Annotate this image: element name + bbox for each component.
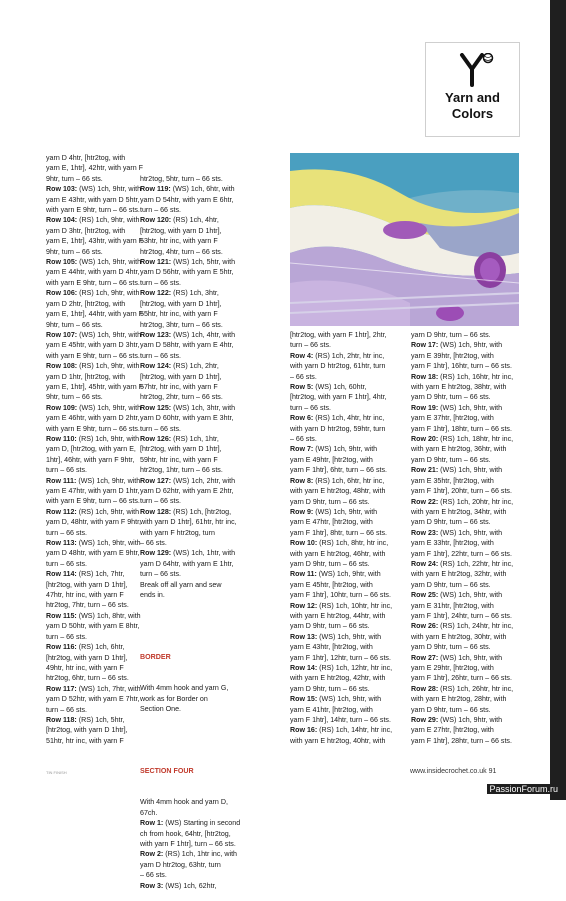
pattern-line: 51htr, htr inc, with yarn F <box>46 736 124 745</box>
pattern-line: yarn D 58htr, with yarn E 4htr, <box>140 341 234 350</box>
pattern-line: yarn D 9htr, turn – 66 sts. <box>411 331 491 339</box>
section-four-instructions <box>140 797 240 891</box>
pattern-line: [htr2tog, with yarn F 1htr], 2htr, <box>290 331 387 339</box>
pattern-line: yarn E 43htr, with yarn D 5htr, <box>46 195 140 204</box>
pattern-line: with yarn D 1htr], 61htr, htr inc, <box>140 518 237 527</box>
pattern-line: 47htr, htr inc, with yarn F <box>46 591 124 600</box>
pattern-line: yarn D 9htr, turn – 66 sts. <box>411 643 491 652</box>
pattern-line: Row 105: (WS) 1ch, 9htr, with <box>46 258 142 267</box>
pattern-line: with yarn E htr2tog, 34htr, with <box>411 507 507 516</box>
pattern-line: 1htr], 46htr, with yarn F 9htr, <box>46 455 135 464</box>
pattern-line: yarn E, 1htr], 43htr, with yarn F <box>46 237 143 246</box>
pattern-line: yarn E 31htr, [htr2tog, with <box>411 601 494 610</box>
pattern-line: Row 113: (WS) 1ch, 9htr, with <box>46 539 141 548</box>
pattern-line: yarn E 45htr, with yarn D 3htr, <box>46 341 140 350</box>
pattern-line: Row 104: (RS) 1ch, 9htr, with <box>46 216 140 225</box>
pattern-line: Row 120: (RS) 1ch, 4htr, <box>140 216 219 225</box>
pattern-line: htr2tog, 5htr, turn – 66 sts. <box>140 174 223 183</box>
pattern-line: with yarn E htr2tog, 44htr, with <box>290 611 386 620</box>
pattern-line: Row 119: (WS) 1ch, 6htr, with <box>140 185 235 194</box>
pattern-line: Row 20: (RS) 1ch, 18htr, htr inc, <box>411 435 514 444</box>
pattern-line: yarn E 37htr, [htr2tog, with <box>411 414 494 423</box>
pattern-line: Row 12: (RS) 1ch, 10htr, htr inc, <box>290 601 393 610</box>
pattern-line: Row 118: (RS) 1ch, 5htr, <box>46 715 125 724</box>
pattern-line: 57htr, htr inc, with yarn F <box>140 382 218 391</box>
pattern-line: yarn D 54htr, with yarn E 6htr, <box>140 195 234 204</box>
footer-site: www.insidecrochet.co.uk <box>410 768 487 775</box>
pattern-line: yarn D 9htr, turn – 66 sts. <box>411 705 491 714</box>
pattern-line: htr2tog, 2htr, turn – 66 sts. <box>140 393 223 402</box>
pattern-column-2-rows <box>140 174 240 601</box>
pattern-line: [htr2tog, with yarn D 1htr], <box>140 372 222 381</box>
pattern-line: 49htr, htr inc, with yarn F <box>46 663 124 672</box>
pattern-line: yarn E 47htr, with yarn D 1htr, <box>46 487 140 495</box>
pattern-line: Row 109: (WS) 1ch, 9htr, with <box>46 403 142 412</box>
pattern-line: with yarn E 9htr, turn – 66 sts. <box>46 424 140 433</box>
pattern-line: Row 106: (RS) 1ch, 9htr, with <box>46 289 140 298</box>
pattern-line: yarn E, 1htr], 45htr, with yarn F <box>46 382 143 391</box>
pattern-line: yarn E, 1htr], 44htr, with yarn F <box>46 310 143 319</box>
pattern-line: yarn D 48htr, with yarn E 9htr, <box>46 549 140 558</box>
pattern-line: yarn D 4htr, [htr2tog, with <box>46 154 126 162</box>
pattern-line: htr2tog, 4htr, turn – 66 sts. <box>140 247 223 256</box>
pattern-line: yarn D 9htr, turn – 66 sts. <box>411 518 491 527</box>
pattern-line: yarn E 45htr, [htr2tog, with <box>290 580 373 589</box>
pattern-line: yarn D 2htr, [htr2tog, with <box>46 299 126 308</box>
pattern-line: Row 1: (WS) Starting in second <box>140 819 241 828</box>
pattern-line: Row 110: (RS) 1ch, 9htr, with <box>46 434 140 443</box>
pattern-line: [htr2tog, with yarn F 1htr], 4htr, <box>290 393 387 402</box>
pattern-line: with yarn E 9htr, turn – 66 sts. <box>46 206 140 215</box>
pattern-line: with yarn E htr2tog, 48htr, with <box>290 487 386 496</box>
pattern-line: yarn F 1htr], 26htr, turn – 66 sts. <box>411 674 512 683</box>
border-instructions <box>140 683 240 714</box>
pattern-line: yarn D 62htr, with yarn E 2htr, <box>140 487 234 495</box>
watermark: PassionForum.ru <box>489 784 558 794</box>
pattern-line: Row 23: (WS) 1ch, 9htr, with <box>411 528 503 537</box>
pattern-line: 67ch. <box>140 808 158 817</box>
pattern-line: turn – 66 sts. <box>290 341 332 350</box>
yarn-logo-icon <box>456 53 496 87</box>
pattern-line: [htr2tog, with yarn D 1htr], <box>140 226 222 235</box>
pattern-line: 9htr, turn – 66 sts. <box>46 174 103 183</box>
pattern-line: work as for Border on <box>140 694 208 703</box>
pattern-line: turn – 66 sts. <box>140 278 182 287</box>
pattern-line: Row 124: (RS) 1ch, 2htr, <box>140 362 219 371</box>
pattern-line: yarn D 9htr, turn – 66 sts. <box>290 684 370 693</box>
pattern-line: Row 21: (WS) 1ch, 9htr, with <box>411 466 503 475</box>
pattern-line: with yarn E 9htr, turn – 66 sts. <box>46 497 140 506</box>
pattern-line: yarn D 56htr, with yarn E 5htr, <box>140 268 234 277</box>
pattern-line: with yarn E 9htr, turn – 66 sts. <box>46 278 140 287</box>
pattern-line: yarn E 46htr, with yarn D 2htr, <box>46 414 140 423</box>
pattern-line: with yarn E htr2tog, 38htr, with <box>411 383 507 392</box>
pattern-line: With 4mm hook and yarn D, <box>140 798 228 807</box>
pattern-line: yarn F 1htr], 8htr, turn – 66 sts. <box>290 528 387 537</box>
pattern-line: Row 126: (RS) 1ch, 1htr, <box>140 434 219 443</box>
pattern-line: [htr2tog, with yarn D 1htr], <box>46 726 128 735</box>
pattern-line: yarn D 50htr, with yarn E 8htr, <box>46 622 140 631</box>
page-footer <box>410 768 496 775</box>
pattern-line: Row 3: (WS) 1ch, 62htr, <box>140 881 217 890</box>
pattern-line: Row 115: (WS) 1ch, 8htr, with <box>46 611 141 620</box>
pattern-line: with yarn E htr2tog, 32htr, with <box>411 570 507 579</box>
pattern-line: yarn E 47htr, [htr2tog, with <box>290 518 373 527</box>
pattern-line: turn – 66 sts. <box>46 528 88 537</box>
pattern-line: yarn F 1htr], 12htr, turn – 66 sts. <box>290 653 391 662</box>
pattern-line: yarn E, 1htr], 42htr, with yarn F <box>46 164 143 173</box>
pattern-line: turn – 66 sts. <box>46 559 88 568</box>
pattern-line: Section One. <box>140 705 182 714</box>
pattern-line: yarn E 29htr, [htr2tog, with <box>411 664 494 672</box>
pattern-line: Row 7: (WS) 1ch, 9htr, with <box>290 445 378 454</box>
pattern-line: ends in. <box>140 591 165 600</box>
badge-title-line2: Colors <box>451 106 494 121</box>
pattern-line: yarn F 1htr], 10htr, turn – 66 sts. <box>290 591 391 600</box>
pattern-line: [htr2tog, with yarn D 1htr], <box>46 653 128 662</box>
pattern-line: with yarn F 1htr], turn – 66 sts. <box>140 840 236 848</box>
pattern-line: yarn E 41htr, [htr2tog, with <box>290 705 373 714</box>
pattern-line: Row 116: (RS) 1ch, 6htr, <box>46 643 125 652</box>
pattern-line: Row 5: (WS) 1ch, 60htr, <box>290 383 367 392</box>
pattern-line: yarn E 35htr, [htr2tog, with <box>411 476 494 485</box>
pattern-line: Row 17: (WS) 1ch, 9htr, with <box>411 341 503 350</box>
pattern-line: 55htr, htr inc, with yarn F <box>140 310 218 319</box>
pattern-line: yarn F 1htr], 20htr, turn – 66 sts. <box>411 487 512 496</box>
page-edge-strip <box>550 0 566 800</box>
pattern-line: yarn D 9htr, turn – 66 sts. <box>290 559 370 568</box>
pattern-line: yarn D 52htr, with yarn E 7htr, <box>46 695 140 704</box>
pattern-line: with yarn E htr2tog, 30htr, with <box>411 632 507 641</box>
pattern-line: – 66 sts. <box>140 871 167 880</box>
pattern-line: Row 2: (RS) 1ch, 1htr inc, with <box>140 850 237 859</box>
pattern-line: Row 19: (WS) 1ch, 9htr, with <box>411 403 503 412</box>
pattern-line: yarn E 27htr, [htr2tog, with <box>411 726 494 735</box>
pattern-line: Row 121: (WS) 1ch, 5htr, with <box>140 258 236 267</box>
badge-title-line1: Yarn and <box>445 90 500 105</box>
pattern-line: htr2tog, 3htr, turn – 66 sts. <box>140 320 223 329</box>
pattern-line: Row 4: (RS) 1ch, 2htr, htr inc, <box>290 351 385 360</box>
pattern-line: Row 123: (WS) 1ch, 4htr, with <box>140 330 236 339</box>
pattern-line: yarn F 1htr], 24htr, turn – 66 sts. <box>411 611 512 620</box>
pattern-line: yarn F 1htr], 6htr, turn – 66 sts. <box>290 466 387 475</box>
pattern-line: Row 129: (WS) 1ch, 1htr, with <box>140 549 236 558</box>
pattern-line: Row 112: (RS) 1ch, 9htr, with <box>46 507 140 516</box>
pattern-line: htr2tog, 1htr, turn – 66 sts. <box>140 466 223 475</box>
pattern-line: yarn D htr2tog, 63htr, turn <box>140 860 221 869</box>
pattern-line: with yarn E htr2tog, 42htr, with <box>290 674 386 683</box>
pattern-line: Row 9: (WS) 1ch, 9htr, with <box>290 507 378 516</box>
pattern-line: with yarn F htr2tog, turn <box>140 528 215 537</box>
blanket-photo <box>290 153 519 326</box>
pattern-line: Row 15: (WS) 1ch, 9htr, with <box>290 695 382 704</box>
pattern-line: With 4mm hook and yarn G, <box>140 684 229 693</box>
footer-code: TIN FINISH <box>46 770 67 775</box>
pattern-line: Row 125: (WS) 1ch, 3htr, with <box>140 403 236 412</box>
pattern-line: yarn F 1htr], 16htr, turn – 66 sts. <box>411 362 512 371</box>
pattern-line: [htr2tog, with yarn D 1htr], <box>140 445 222 454</box>
pattern-column-1 <box>46 153 143 746</box>
pattern-line: yarn E 33htr, [htr2tog, with <box>411 539 494 548</box>
pattern-line: Row 127: (WS) 1ch, 2htr, with <box>140 476 236 485</box>
pattern-line: ch from hook, 64htr, [htr2tog, <box>140 829 231 838</box>
pattern-line: with yarn E htr2tog, 36htr, with <box>411 445 507 454</box>
page-number: 91 <box>488 768 497 775</box>
pattern-line: 53htr, htr inc, with yarn F <box>140 237 218 246</box>
pattern-line: turn – 66 sts. <box>140 497 182 506</box>
yarn-and-colors-badge <box>425 42 520 137</box>
pattern-line: with yarn E 9htr, turn – 66 sts. <box>46 351 140 360</box>
pattern-line: Row 6: (RS) 1ch, 4htr, htr inc, <box>290 414 385 423</box>
pattern-line: Row 11: (WS) 1ch, 9htr, with <box>290 570 381 579</box>
pattern-line: Row 27: (WS) 1ch, 9htr, with <box>411 653 503 662</box>
pattern-line: yarn D 9htr, turn – 66 sts. <box>411 393 491 402</box>
pattern-line: yarn D 9htr, turn – 66 sts. <box>290 622 370 631</box>
pattern-line: Row 108: (RS) 1ch, 9htr, with <box>46 362 140 371</box>
pattern-line: yarn E 49htr, [htr2tog, with <box>290 455 373 464</box>
pattern-line: turn – 66 sts. <box>46 466 88 475</box>
pattern-line: Row 107: (WS) 1ch, 9htr, with <box>46 330 142 339</box>
pattern-line: yarn F 1htr], 18htr, turn – 66 sts. <box>411 424 512 433</box>
pattern-line: with yarn D htr2tog, 61htr, turn <box>290 362 386 371</box>
pattern-line: yarn D 60htr, with yarn E 3htr, <box>140 414 234 423</box>
pattern-column-3 <box>290 330 392 746</box>
pattern-line: with yarn D htr2tog, 59htr, turn <box>290 424 386 433</box>
pattern-line: yarn D, 48htr, with yarn F 9htr, <box>46 518 142 527</box>
pattern-line: Row 117: (WS) 1ch, 7htr, with <box>46 684 141 693</box>
pattern-line: Row 26: (RS) 1ch, 24htr, htr inc, <box>411 622 514 631</box>
pattern-line: yarn E 44htr, with yarn D 4htr, <box>46 268 140 277</box>
pattern-line: yarn D 9htr, turn – 66 sts. <box>411 455 491 464</box>
pattern-line: turn – 66 sts. <box>46 705 88 714</box>
pattern-line: – 66 sts. <box>290 435 317 444</box>
pattern-line: turn – 66 sts. <box>140 424 182 433</box>
pattern-line: [htr2tog, with yarn D 1htr], <box>140 299 222 308</box>
pattern-line: yarn D 9htr, turn – 66 sts. <box>411 580 491 589</box>
pattern-line: turn – 66 sts. <box>140 206 182 215</box>
pattern-line: Row 14: (RS) 1ch, 12htr, htr inc, <box>290 664 393 672</box>
pattern-column-4 <box>411 330 513 746</box>
pattern-line: Row 29: (WS) 1ch, 9htr, with <box>411 716 503 725</box>
pattern-line: turn – 66 sts. <box>46 632 88 641</box>
pattern-line: yarn D 9htr, turn – 66 sts. <box>290 497 370 506</box>
pattern-line: Row 18: (RS) 1ch, 16htr, htr inc, <box>411 372 514 381</box>
pattern-line: [htr2tog, with yarn D 1htr], <box>46 580 128 589</box>
pattern-line: Row 122: (RS) 1ch, 3htr, <box>140 289 219 298</box>
pattern-line: Row 8: (RS) 1ch, 6htr, htr inc, <box>290 476 385 485</box>
pattern-line: yarn F 1htr], 14htr, turn – 66 sts. <box>290 716 391 725</box>
pattern-line: yarn E 43htr, [htr2tog, with <box>290 643 373 652</box>
pattern-line: 59htr, htr inc, with yarn F <box>140 455 218 464</box>
pattern-line: Row 103: (WS) 1ch, 9htr, with <box>46 185 142 194</box>
pattern-line: 9htr, turn – 66 sts. <box>46 247 103 256</box>
pattern-line: Row 114: (RS) 1ch, 7htr, <box>46 570 125 579</box>
pattern-line: yarn D 64htr, with yarn E 1htr, <box>140 559 234 568</box>
pattern-line: Row 128: (RS) 1ch, [htr2tog, <box>140 507 232 516</box>
pattern-line: turn – 66 sts. <box>140 351 182 360</box>
pattern-line: yarn D 3htr, [htr2tog, with <box>46 226 126 235</box>
pattern-line: turn – 66 sts. <box>140 570 182 579</box>
pattern-line: turn – 66 sts. <box>290 403 332 412</box>
pattern-line: 9htr, turn – 66 sts. <box>46 320 103 329</box>
pattern-line: Row 13: (WS) 1ch, 9htr, with <box>290 632 382 641</box>
pattern-line: with yarn E htr2tog, 46htr, with <box>290 549 386 558</box>
pattern-line: Row 111: (WS) 1ch, 9htr, with <box>46 476 141 485</box>
pattern-line: yarn F 1htr], 22htr, turn – 66 sts. <box>411 549 512 558</box>
pattern-line: Row 22: (RS) 1ch, 20htr, htr inc, <box>411 497 514 506</box>
pattern-line: Row 28: (RS) 1ch, 26htr, htr inc, <box>411 684 514 693</box>
pattern-line: htr2tog, 6htr, turn – 66 sts. <box>46 674 129 683</box>
pattern-line: Row 25: (WS) 1ch, 9htr, with <box>411 591 503 600</box>
pattern-line: yarn F 1htr], 28htr, turn – 66 sts. <box>411 736 512 745</box>
pattern-line: htr2tog, 7htr, turn – 66 sts. <box>46 601 129 610</box>
pattern-line: yarn D 1htr, [htr2tog, with <box>46 372 126 381</box>
border-heading: BORDER <box>140 653 171 662</box>
pattern-line: Row 24: (RS) 1ch, 22htr, htr inc, <box>411 559 514 568</box>
pattern-line: – 66 sts. <box>290 372 317 381</box>
pattern-line: Row 16: (RS) 1ch, 14htr, htr inc, <box>290 726 393 735</box>
pattern-line: with yarn E htr2tog, 40htr, with <box>290 736 386 745</box>
pattern-line: with yarn E htr2tog, 28htr, with <box>411 695 507 704</box>
section-four-heading: SECTION FOUR <box>140 767 194 776</box>
pattern-line: Row 10: (RS) 1ch, 8htr, htr inc, <box>290 539 389 548</box>
pattern-line: Break off all yarn and sew <box>140 580 222 589</box>
pattern-column-2 <box>140 153 240 901</box>
pattern-line: – 66 sts. <box>140 539 167 548</box>
pattern-line: 9htr, turn – 66 sts. <box>46 393 103 402</box>
pattern-line: yarn E 39htr, [htr2tog, with <box>411 351 494 360</box>
pattern-line: yarn D, [htr2tog, with yarn E, <box>46 445 136 454</box>
